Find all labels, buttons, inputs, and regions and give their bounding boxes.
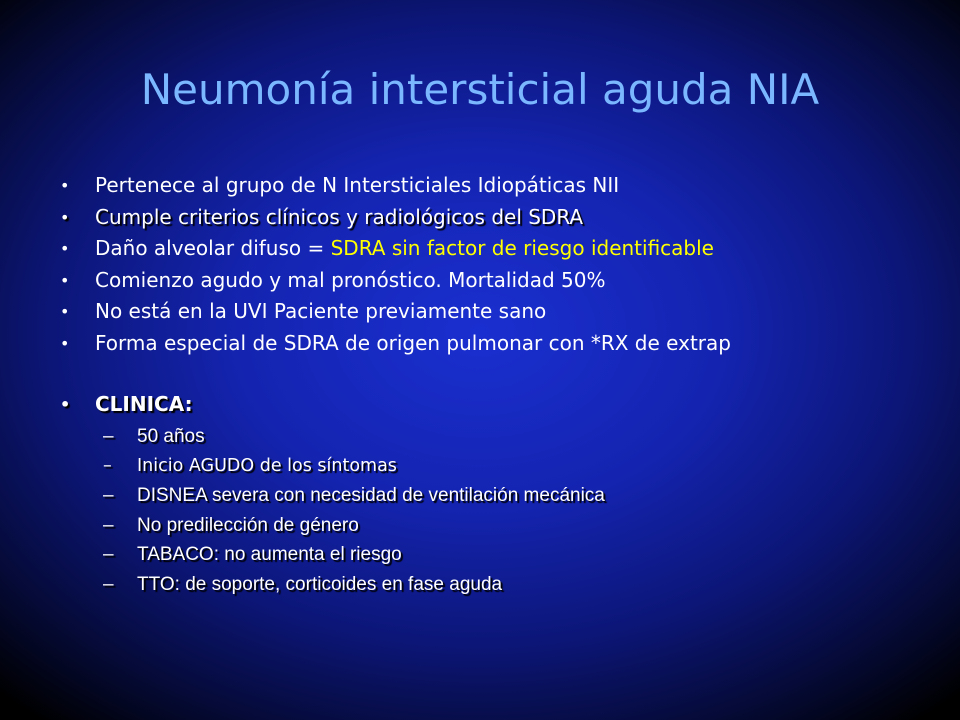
bullet-item [58,265,938,297]
list-spacer [58,359,938,389]
bullet-item [58,202,938,234]
dash-icon: – [103,455,112,476]
clinica-sublist [58,422,960,599]
bullet-text-prefix: Daño alveolar difuso = [95,236,331,260]
bullet-item [58,328,938,360]
bullet-text: Cumple criterios clínicos y radiológicos del SDRA [95,204,584,229]
sub-item [103,422,960,452]
sub-item-text: No predilección de género [137,514,359,536]
dash-icon: – [103,426,114,447]
bullet-icon: • [60,395,71,414]
bullet-list [58,170,938,421]
dash-icon: – [103,485,114,506]
sub-item-text: TABACO: no aumenta el riesgo [137,544,402,565]
bullet-icon: • [60,302,70,321]
bullet-icon: • [60,207,70,227]
bullet-text-highlight: SDRA sin factor de riesgo identificable [330,236,714,260]
bullet-text: Pertenece al grupo de N Intersticiales Idiopáticas NII [95,173,620,197]
bullet-item [58,170,938,202]
bullet-text: Forma especial de SDRA de origen pulmonar con *RX de extrap [95,330,731,355]
bullet-icon: • [60,239,70,258]
clinica-heading-item [58,389,938,421]
sub-item-text: 50 años [137,426,205,447]
bullet-icon: • [60,333,70,353]
slide-title: Neumonía intersticial aguda NIA [140,65,820,114]
sub-item-text: DISNEA severa con necesidad de ventilación mecánica [137,485,605,506]
bullet-item [58,233,938,265]
bullet-icon: • [60,270,70,290]
sub-item [103,540,960,570]
clinica-heading: CLINICA [95,392,185,416]
bullet-text: Comienzo agudo y mal pronóstico. Mortalidad 50% [95,267,606,292]
sub-item [103,481,960,511]
bullet-item [58,296,938,328]
sub-item-text: Inicio AGUDO de los síntomas [137,455,397,476]
clinica-colon: : [184,392,193,416]
bullet-icon: • [60,176,70,195]
dash-icon: – [103,573,114,595]
bullet-text: No está en la UVI Paciente previamente sano [95,299,547,323]
dash-icon: – [103,544,114,565]
sub-item-text: TTO: de soporte, corticoides en fase aguda [137,573,503,595]
sub-item [103,452,960,482]
sub-item [103,511,960,541]
sub-item [103,570,960,600]
dash-icon: – [103,514,114,536]
